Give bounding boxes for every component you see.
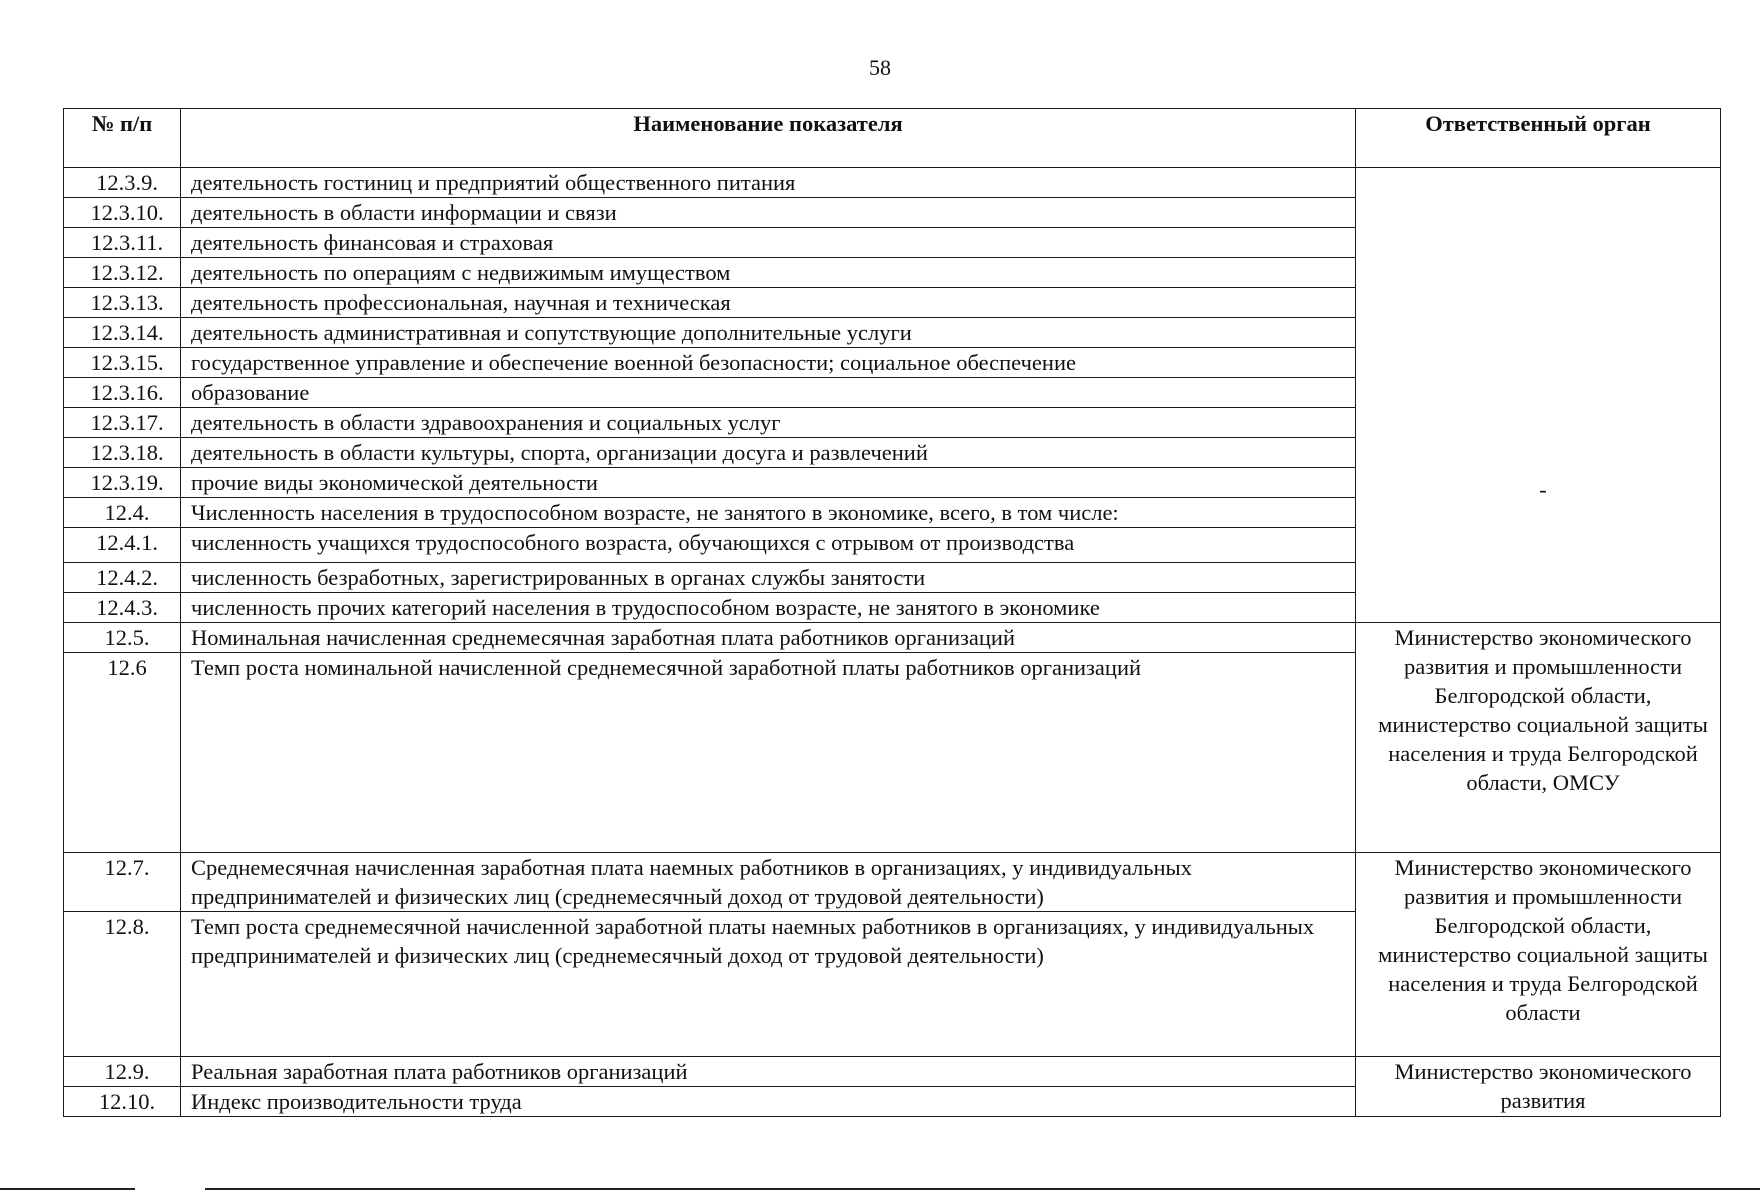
row-number: 12.3.18. — [64, 438, 181, 468]
row-indicator: деятельность административная и сопутствующие дополнительные услуги — [181, 318, 1356, 348]
row-number: 12.3.12. — [64, 258, 181, 288]
row-indicator: деятельность в области информации и связи — [181, 198, 1356, 228]
responsible-cell-group-4: Министерство экономического развития — [1356, 1057, 1721, 1117]
row-number: 12.4. — [64, 498, 181, 528]
row-number: 12.3.14. — [64, 318, 181, 348]
footer-rule-right — [205, 1188, 1760, 1190]
row-number: 12.3.13. — [64, 288, 181, 318]
responsible-dash: - — [1539, 477, 1547, 502]
footer-rule-left — [0, 1188, 135, 1190]
row-indicator: образование — [181, 378, 1356, 408]
row-indicator: деятельность профессиональная, научная и техническая — [181, 288, 1356, 318]
row-indicator: Среднемесячная начисленная заработная плата наемных работников в организациях, у индивидуальных предпринимателей и физических лиц (среднемесячный доход от трудовой деятельности) — [181, 853, 1356, 912]
row-indicator: численность учащихся трудоспособного возраста, обучающихся с отрывом от производства — [181, 528, 1356, 563]
page-number: 58 — [869, 55, 891, 80]
row-indicator: деятельность гостиниц и предприятий общественного питания — [181, 168, 1356, 198]
responsible-cell-group-2: Министерство экономического развития и промышленности Белгородской области, министерство социальной защиты населения и труда Белгородской области, ОМСУ — [1356, 623, 1721, 853]
row-indicator: Реальная заработная плата работников организаций — [181, 1057, 1356, 1087]
row-number: 12.4.2. — [64, 563, 181, 593]
row-number: 12.3.10. — [64, 198, 181, 228]
row-number: 12.6 — [64, 653, 181, 853]
row-number: 12.3.16. — [64, 378, 181, 408]
row-number: 12.4.3. — [64, 593, 181, 623]
header-indicator: Наименование показателя — [181, 109, 1356, 168]
row-number: 12.3.15. — [64, 348, 181, 378]
row-number: 12.5. — [64, 623, 181, 653]
row-number: 12.10. — [64, 1087, 181, 1117]
header-number: № п/п — [64, 109, 181, 168]
table-row — [64, 168, 1721, 198]
row-indicator: Численность населения в трудоспособном возрасте, не занятого в экономике, всего, в том числе: — [181, 498, 1356, 528]
table-row — [64, 1057, 1721, 1087]
table-header-row — [64, 109, 1721, 168]
responsible-cell-group-1 — [1356, 168, 1721, 623]
row-number: 12.3.19. — [64, 468, 181, 498]
row-indicator: деятельность по операциям с недвижимым имуществом — [181, 258, 1356, 288]
responsible-cell-group-3: Министерство экономического развития и промышленности Белгородской области, министерство социальной защиты населения и труда Белгородской области — [1356, 853, 1721, 1057]
row-number: 12.3.9. — [64, 168, 181, 198]
row-number: 12.7. — [64, 853, 181, 912]
table-row — [64, 623, 1721, 653]
row-indicator: численность прочих категорий населения в трудоспособном возрасте, не занятого в экономике — [181, 593, 1356, 623]
row-number: 12.9. — [64, 1057, 181, 1087]
row-indicator: Номинальная начисленная среднемесячная заработная плата работников организаций — [181, 623, 1356, 653]
header-responsible: Ответственный орган — [1356, 109, 1721, 168]
indicators-table — [63, 108, 1721, 1117]
row-indicator: деятельность в области здравоохранения и социальных услуг — [181, 408, 1356, 438]
row-indicator: Темп роста номинальной начисленной среднемесячной заработной платы работников организаций — [181, 653, 1356, 853]
row-indicator: деятельность в области культуры, спорта, организации досуга и развлечений — [181, 438, 1356, 468]
row-indicator: Темп роста среднемесячной начисленной заработной платы наемных работников в организациях, у индивидуальных предпринимателей и физических лиц (среднемесячный доход от трудовой деятельности) — [181, 912, 1356, 1057]
row-number: 12.8. — [64, 912, 181, 1057]
row-indicator: прочие виды экономической деятельности — [181, 468, 1356, 498]
row-number: 12.4.1. — [64, 528, 181, 563]
table-row — [64, 853, 1721, 912]
row-number: 12.3.11. — [64, 228, 181, 258]
row-indicator: численность безработных, зарегистрированных в органах службы занятости — [181, 563, 1356, 593]
row-indicator: Индекс производительности труда — [181, 1087, 1356, 1117]
row-number: 12.3.17. — [64, 408, 181, 438]
row-indicator: деятельность финансовая и страховая — [181, 228, 1356, 258]
row-indicator: государственное управление и обеспечение военной безопасности; социальное обеспечение — [181, 348, 1356, 378]
